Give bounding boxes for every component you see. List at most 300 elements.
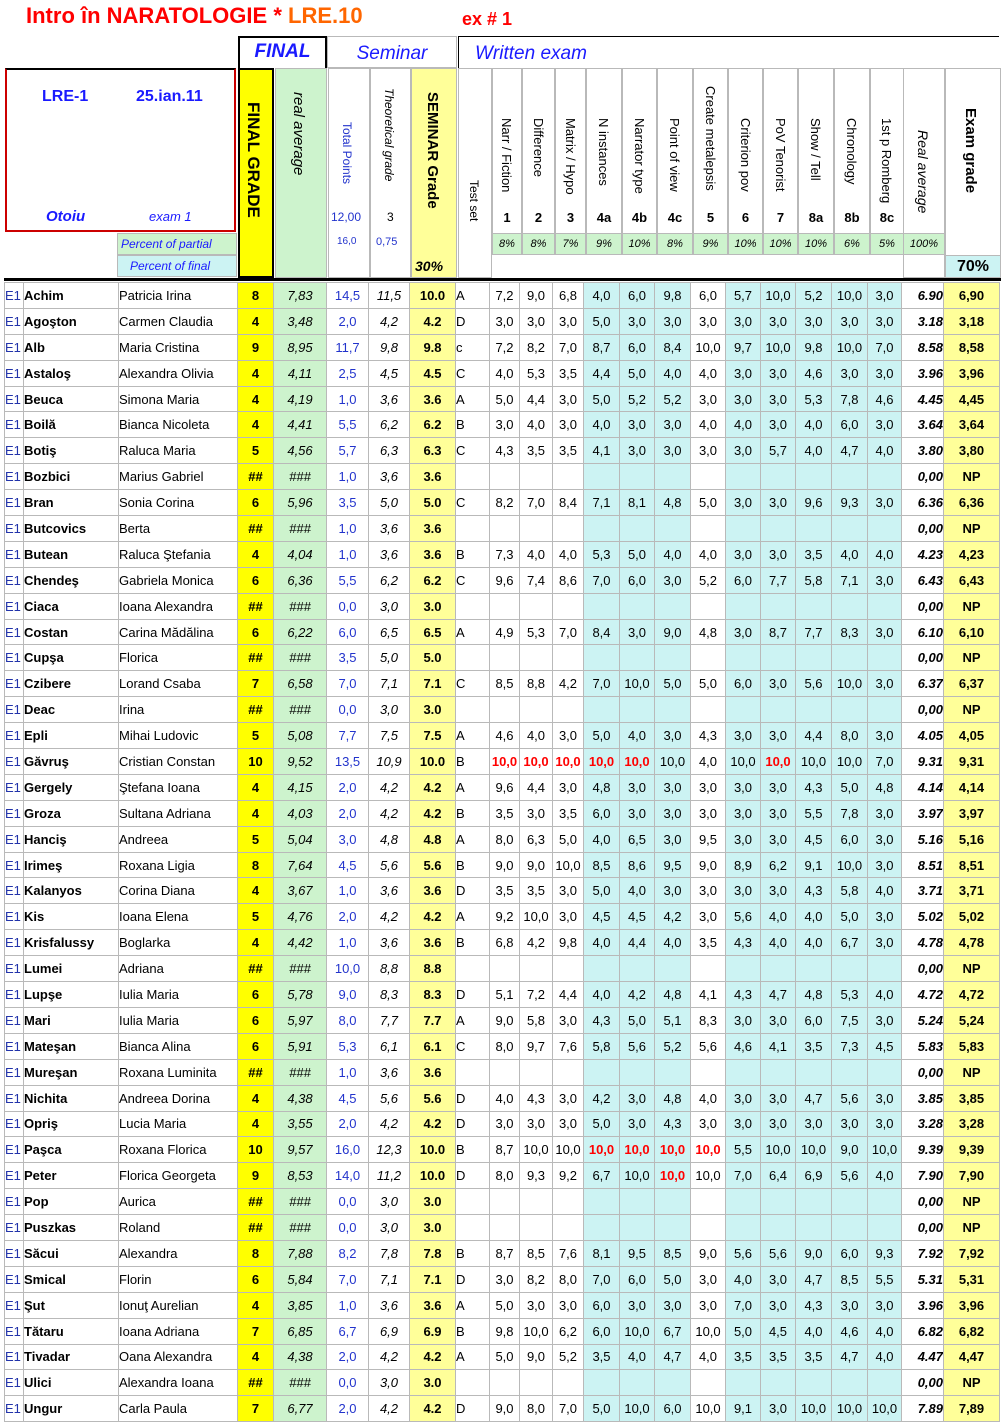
seminar-grade-cell[interactable]: 3.6 <box>410 1292 456 1318</box>
test-set-cell[interactable] <box>456 1370 490 1396</box>
test-set-cell[interactable]: B <box>456 800 490 826</box>
exam-grade-cell[interactable]: 6,82 <box>944 1318 1000 1344</box>
first-name-cell[interactable]: Carla Paula <box>119 1396 238 1422</box>
seminar-grade-cell[interactable]: 8.3 <box>410 982 456 1008</box>
criterion-score-cell[interactable] <box>761 1215 796 1241</box>
first-name-cell[interactable]: Irina <box>119 697 238 723</box>
total-points-cell[interactable]: 2,0 <box>327 800 369 826</box>
criterion-score-cell[interactable]: 4,9 <box>490 619 520 645</box>
theoretical-grade-cell[interactable]: 3,6 <box>369 1292 410 1318</box>
theoretical-grade-cell[interactable]: 3,6 <box>369 930 410 956</box>
criterion-score-cell[interactable]: 10,0 <box>520 1137 553 1163</box>
final-grade-cell[interactable]: 4 <box>238 1085 274 1111</box>
criterion-score-cell[interactable]: 10,0 <box>761 283 796 309</box>
final-grade-cell[interactable]: 5 <box>238 438 274 464</box>
first-name-cell[interactable]: Roxana Ligia <box>119 852 238 878</box>
exam-real-average-cell[interactable]: 0,00 <box>902 1189 944 1215</box>
exam-real-average-cell[interactable]: 4.47 <box>902 1344 944 1370</box>
surname-cell[interactable]: Deac <box>24 697 119 723</box>
criterion-score-cell[interactable] <box>520 593 553 619</box>
exam-grade-cell[interactable]: 5,83 <box>944 1033 1000 1059</box>
real-average-cell[interactable]: 9,57 <box>274 1137 327 1163</box>
criterion-score-cell[interactable]: 7,1 <box>832 567 868 593</box>
final-grade-cell[interactable]: 4 <box>238 308 274 334</box>
final-grade-cell[interactable]: 6 <box>238 490 274 516</box>
criterion-score-cell[interactable] <box>620 464 655 490</box>
criterion-score-cell[interactable]: 3,0 <box>691 438 726 464</box>
criterion-score-cell[interactable]: 4,3 <box>796 878 832 904</box>
criterion-score-cell[interactable]: 4,0 <box>620 878 655 904</box>
criterion-score-cell[interactable]: 7,0 <box>868 334 902 360</box>
criterion-score-cell[interactable]: 4,5 <box>868 1033 902 1059</box>
criterion-score-cell[interactable]: 5,6 <box>726 1240 761 1266</box>
test-set-cell[interactable]: D <box>456 1163 490 1189</box>
criterion-score-cell[interactable]: 6,0 <box>620 283 655 309</box>
criterion-score-cell[interactable]: 3,0 <box>490 412 520 438</box>
criterion-score-cell[interactable]: 3,0 <box>726 774 761 800</box>
criterion-score-cell[interactable] <box>490 1370 520 1396</box>
criterion-score-cell[interactable] <box>655 697 691 723</box>
total-points-cell[interactable]: 6,0 <box>327 619 369 645</box>
criterion-score-cell[interactable]: 3,0 <box>761 826 796 852</box>
real-average-cell[interactable]: ### <box>274 593 327 619</box>
criterion-score-cell[interactable] <box>726 697 761 723</box>
final-grade-cell[interactable]: 4 <box>238 360 274 386</box>
surname-cell[interactable]: Hanciş <box>24 826 119 852</box>
criterion-score-cell[interactable]: 4,8 <box>691 619 726 645</box>
real-average-cell[interactable]: 6,36 <box>274 567 327 593</box>
criterion-score-cell[interactable]: 5,0 <box>655 671 691 697</box>
test-set-cell[interactable]: A <box>456 619 490 645</box>
surname-cell[interactable]: Găvruş <box>24 749 119 775</box>
criterion-score-cell[interactable]: 9,6 <box>490 567 520 593</box>
real-average-cell[interactable]: 4,03 <box>274 800 327 826</box>
surname-cell[interactable]: Cupşa <box>24 645 119 671</box>
criterion-score-cell[interactable]: 5,2 <box>553 1344 584 1370</box>
criterion-score-cell[interactable] <box>868 464 902 490</box>
criterion-score-cell[interactable]: 4,6 <box>726 1033 761 1059</box>
criterion-score-cell[interactable]: 9,3 <box>832 490 868 516</box>
seminar-grade-cell[interactable]: 4.2 <box>410 1396 456 1422</box>
criterion-score-cell[interactable]: 6,0 <box>796 1007 832 1033</box>
theoretical-grade-cell[interactable]: 3,6 <box>369 1059 410 1085</box>
criterion-score-cell[interactable]: 3,5 <box>553 800 584 826</box>
final-grade-cell[interactable]: 4 <box>238 1344 274 1370</box>
criterion-score-cell[interactable]: 4,0 <box>796 438 832 464</box>
criterion-score-cell[interactable]: 3,0 <box>726 490 761 516</box>
theoretical-grade-cell[interactable]: 7,1 <box>369 671 410 697</box>
surname-cell[interactable]: Czibere <box>24 671 119 697</box>
final-grade-cell[interactable]: 10 <box>238 749 274 775</box>
exam-real-average-cell[interactable]: 4.45 <box>902 386 944 412</box>
criterion-score-cell[interactable]: 4,0 <box>691 1085 726 1111</box>
first-name-cell[interactable]: Boglarka <box>119 930 238 956</box>
criterion-score-cell[interactable]: 4,2 <box>553 671 584 697</box>
criterion-score-cell[interactable]: 9,5 <box>620 1240 655 1266</box>
total-points-cell[interactable]: 0,0 <box>327 1189 369 1215</box>
criterion-score-cell[interactable]: 4,8 <box>655 490 691 516</box>
criterion-score-cell[interactable] <box>553 956 584 982</box>
criterion-score-cell[interactable]: 4,4 <box>553 982 584 1008</box>
criterion-score-cell[interactable]: 4,0 <box>584 283 620 309</box>
criterion-score-cell[interactable] <box>620 516 655 542</box>
criterion-score-cell[interactable]: 6,0 <box>584 1318 620 1344</box>
exam-real-average-cell[interactable]: 6.37 <box>902 671 944 697</box>
criterion-score-cell[interactable]: 4,0 <box>584 826 620 852</box>
criterion-score-cell[interactable]: 3,0 <box>868 723 902 749</box>
criterion-score-cell[interactable]: 6,0 <box>726 671 761 697</box>
surname-cell[interactable]: Smical <box>24 1266 119 1292</box>
total-points-cell[interactable]: 4,5 <box>327 852 369 878</box>
test-set-cell[interactable]: A <box>456 723 490 749</box>
criterion-score-cell[interactable] <box>584 1215 620 1241</box>
criterion-score-cell[interactable]: 8,9 <box>726 852 761 878</box>
criterion-score-cell[interactable]: 3,0 <box>726 1007 761 1033</box>
surname-cell[interactable]: Irimeş <box>24 852 119 878</box>
criterion-score-cell[interactable]: 5,0 <box>584 878 620 904</box>
criterion-score-cell[interactable] <box>620 1189 655 1215</box>
total-points-cell[interactable]: 1,0 <box>327 930 369 956</box>
first-name-cell[interactable]: Ioana Elena <box>119 904 238 930</box>
criterion-score-cell[interactable]: 4,5 <box>761 1318 796 1344</box>
criterion-score-cell[interactable]: 4,0 <box>796 904 832 930</box>
criterion-score-cell[interactable]: 3,0 <box>726 541 761 567</box>
criterion-score-cell[interactable]: 4,0 <box>655 541 691 567</box>
group-tag-cell[interactable]: E1 <box>5 697 24 723</box>
theoretical-grade-cell[interactable]: 3,0 <box>369 593 410 619</box>
criterion-score-cell[interactable] <box>796 645 832 671</box>
surname-cell[interactable]: Pop <box>24 1189 119 1215</box>
criterion-score-cell[interactable]: 4,0 <box>655 360 691 386</box>
exam-grade-cell[interactable]: NP <box>944 697 1000 723</box>
exam-grade-cell[interactable]: 6,36 <box>944 490 1000 516</box>
criterion-score-cell[interactable]: 10,0 <box>868 1396 902 1422</box>
criterion-score-cell[interactable]: 3,0 <box>691 774 726 800</box>
criterion-score-cell[interactable]: 5,0 <box>832 774 868 800</box>
group-tag-cell[interactable]: E1 <box>5 1318 24 1344</box>
total-points-cell[interactable]: 2,5 <box>327 360 369 386</box>
first-name-cell[interactable]: Carmen Claudia <box>119 308 238 334</box>
criterion-score-cell[interactable]: 5,1 <box>655 1007 691 1033</box>
real-average-cell[interactable]: 8,53 <box>274 1163 327 1189</box>
group-tag-cell[interactable]: E1 <box>5 1292 24 1318</box>
total-points-cell[interactable]: 14,5 <box>327 283 369 309</box>
criterion-score-cell[interactable] <box>761 593 796 619</box>
test-set-cell[interactable]: A <box>456 1344 490 1370</box>
first-name-cell[interactable]: Florin <box>119 1266 238 1292</box>
criterion-score-cell[interactable]: 9,6 <box>490 774 520 800</box>
criterion-score-cell[interactable]: 8,4 <box>655 334 691 360</box>
criterion-score-cell[interactable]: 6,5 <box>620 826 655 852</box>
criterion-score-cell[interactable]: 4,0 <box>691 541 726 567</box>
group-tag-cell[interactable]: E1 <box>5 982 24 1008</box>
criterion-score-cell[interactable]: 4,0 <box>691 749 726 775</box>
seminar-grade-cell[interactable]: 5.0 <box>410 490 456 516</box>
first-name-cell[interactable]: Cristian Constan <box>119 749 238 775</box>
final-grade-cell[interactable]: 4 <box>238 412 274 438</box>
criterion-score-cell[interactable] <box>520 1215 553 1241</box>
seminar-grade-cell[interactable]: 4.5 <box>410 360 456 386</box>
surname-cell[interactable]: Achim <box>24 283 119 309</box>
criterion-score-cell[interactable] <box>620 1370 655 1396</box>
criterion-score-cell[interactable] <box>832 593 868 619</box>
criterion-score-cell[interactable] <box>761 1189 796 1215</box>
theoretical-grade-cell[interactable]: 6,3 <box>369 438 410 464</box>
final-grade-cell[interactable]: ## <box>238 593 274 619</box>
criterion-score-cell[interactable] <box>620 956 655 982</box>
theoretical-grade-cell[interactable]: 8,8 <box>369 956 410 982</box>
surname-cell[interactable]: Bran <box>24 490 119 516</box>
seminar-grade-cell[interactable]: 6.9 <box>410 1318 456 1344</box>
criterion-score-cell[interactable]: 9,0 <box>691 852 726 878</box>
first-name-cell[interactable]: Maria Cristina <box>119 334 238 360</box>
criterion-score-cell[interactable]: 4,4 <box>620 930 655 956</box>
criterion-score-cell[interactable]: 5,6 <box>761 1240 796 1266</box>
exam-real-average-cell[interactable]: 3.18 <box>902 308 944 334</box>
exam-grade-cell[interactable]: NP <box>944 1189 1000 1215</box>
criterion-score-cell[interactable]: 9,2 <box>490 904 520 930</box>
real-average-cell[interactable]: 7,83 <box>274 283 327 309</box>
exam-grade-cell[interactable]: 8,58 <box>944 334 1000 360</box>
real-average-cell[interactable]: 8,95 <box>274 334 327 360</box>
criterion-score-cell[interactable]: 3,0 <box>868 930 902 956</box>
surname-cell[interactable]: Tivadar <box>24 1344 119 1370</box>
criterion-score-cell[interactable] <box>655 464 691 490</box>
test-set-cell[interactable]: C <box>456 1033 490 1059</box>
total-points-cell[interactable]: 0,0 <box>327 593 369 619</box>
final-grade-cell[interactable]: 6 <box>238 1266 274 1292</box>
criterion-score-cell[interactable]: 7,2 <box>490 283 520 309</box>
group-tag-cell[interactable]: E1 <box>5 1033 24 1059</box>
exam-real-average-cell[interactable]: 4.23 <box>902 541 944 567</box>
criterion-score-cell[interactable] <box>832 697 868 723</box>
criterion-score-cell[interactable] <box>761 956 796 982</box>
criterion-score-cell[interactable] <box>691 697 726 723</box>
criterion-score-cell[interactable]: 3,0 <box>868 567 902 593</box>
criterion-score-cell[interactable]: 7,0 <box>584 567 620 593</box>
criterion-score-cell[interactable]: 4,0 <box>620 723 655 749</box>
criterion-score-cell[interactable]: 7,5 <box>832 1007 868 1033</box>
criterion-score-cell[interactable]: 4,7 <box>655 1344 691 1370</box>
criterion-score-cell[interactable]: 5,0 <box>490 1344 520 1370</box>
criterion-score-cell[interactable] <box>726 645 761 671</box>
criterion-score-cell[interactable]: 3,0 <box>761 360 796 386</box>
theoretical-grade-cell[interactable]: 9,8 <box>369 334 410 360</box>
criterion-score-cell[interactable]: 5,8 <box>520 1007 553 1033</box>
surname-cell[interactable]: Ungur <box>24 1396 119 1422</box>
criterion-score-cell[interactable] <box>520 1370 553 1396</box>
exam-real-average-cell[interactable]: 0,00 <box>902 1370 944 1396</box>
criterion-score-cell[interactable]: 3,0 <box>761 671 796 697</box>
surname-cell[interactable]: Kis <box>24 904 119 930</box>
test-set-cell[interactable]: D <box>456 1111 490 1137</box>
exam-grade-cell[interactable]: 4,78 <box>944 930 1000 956</box>
criterion-score-cell[interactable]: 6,0 <box>691 283 726 309</box>
criterion-score-cell[interactable]: 6,7 <box>584 1163 620 1189</box>
criterion-score-cell[interactable]: 4,5 <box>620 904 655 930</box>
criterion-score-cell[interactable]: 3,5 <box>584 1344 620 1370</box>
exam-real-average-cell[interactable]: 4.78 <box>902 930 944 956</box>
criterion-score-cell[interactable] <box>796 956 832 982</box>
seminar-grade-cell[interactable]: 3.6 <box>410 516 456 542</box>
real-average-cell[interactable]: ### <box>274 697 327 723</box>
criterion-score-cell[interactable]: 8,6 <box>620 852 655 878</box>
first-name-cell[interactable]: Oana Alexandra <box>119 1344 238 1370</box>
criterion-score-cell[interactable] <box>520 645 553 671</box>
criterion-score-cell[interactable]: 5,0 <box>655 1266 691 1292</box>
first-name-cell[interactable]: Ioana Adriana <box>119 1318 238 1344</box>
total-points-cell[interactable]: 2,0 <box>327 774 369 800</box>
seminar-grade-cell[interactable]: 7.5 <box>410 723 456 749</box>
criterion-score-cell[interactable] <box>584 1059 620 1085</box>
criterion-score-cell[interactable] <box>796 1370 832 1396</box>
final-grade-cell[interactable]: ## <box>238 1189 274 1215</box>
criterion-score-cell[interactable]: 3,0 <box>726 878 761 904</box>
first-name-cell[interactable]: Lucia Maria <box>119 1111 238 1137</box>
theoretical-grade-cell[interactable]: 4,2 <box>369 800 410 826</box>
group-tag-cell[interactable]: E1 <box>5 1266 24 1292</box>
theoretical-grade-cell[interactable]: 3,0 <box>369 1189 410 1215</box>
criterion-score-cell[interactable]: 3,0 <box>868 619 902 645</box>
criterion-score-cell[interactable]: 10,0 <box>655 1163 691 1189</box>
group-tag-cell[interactable]: E1 <box>5 360 24 386</box>
criterion-score-cell[interactable]: 3,0 <box>726 386 761 412</box>
criterion-score-cell[interactable]: 3,0 <box>520 1111 553 1137</box>
group-tag-cell[interactable]: E1 <box>5 930 24 956</box>
criterion-score-cell[interactable]: 6,0 <box>584 1292 620 1318</box>
criterion-score-cell[interactable]: 3,0 <box>620 1085 655 1111</box>
criterion-score-cell[interactable]: 4,0 <box>868 1318 902 1344</box>
final-grade-cell[interactable]: 4 <box>238 541 274 567</box>
criterion-score-cell[interactable]: 8,2 <box>520 334 553 360</box>
criterion-score-cell[interactable]: 5,3 <box>520 619 553 645</box>
exam-grade-cell[interactable]: 4,14 <box>944 774 1000 800</box>
criterion-score-cell[interactable]: 6,0 <box>726 567 761 593</box>
group-tag-cell[interactable]: E1 <box>5 516 24 542</box>
criterion-score-cell[interactable]: 8,5 <box>490 671 520 697</box>
real-average-cell[interactable]: 3,48 <box>274 308 327 334</box>
criterion-score-cell[interactable] <box>490 1215 520 1241</box>
seminar-grade-cell[interactable]: 5.0 <box>410 645 456 671</box>
criterion-score-cell[interactable] <box>490 697 520 723</box>
exam-real-average-cell[interactable]: 6.90 <box>902 283 944 309</box>
first-name-cell[interactable]: Florica Georgeta <box>119 1163 238 1189</box>
criterion-score-cell[interactable]: 5,2 <box>655 386 691 412</box>
criterion-score-cell[interactable]: 3,0 <box>868 1292 902 1318</box>
total-points-cell[interactable]: 4,5 <box>327 1085 369 1111</box>
test-set-cell[interactable]: A <box>456 283 490 309</box>
seminar-grade-cell[interactable]: 4.2 <box>410 1111 456 1137</box>
criterion-score-cell[interactable]: 3,0 <box>620 619 655 645</box>
criterion-score-cell[interactable]: 10,0 <box>553 749 584 775</box>
criterion-score-cell[interactable]: 7,0 <box>553 619 584 645</box>
criterion-score-cell[interactable]: 10,0 <box>520 749 553 775</box>
criterion-score-cell[interactable]: 4,8 <box>868 774 902 800</box>
total-points-cell[interactable]: 3,0 <box>327 826 369 852</box>
first-name-cell[interactable]: Patricia Irina <box>119 283 238 309</box>
criterion-score-cell[interactable]: 6,0 <box>620 334 655 360</box>
test-set-cell[interactable]: D <box>456 1396 490 1422</box>
criterion-score-cell[interactable]: 4,0 <box>796 930 832 956</box>
criterion-score-cell[interactable]: 4,0 <box>868 541 902 567</box>
final-grade-cell[interactable]: ## <box>238 1059 274 1085</box>
criterion-score-cell[interactable] <box>620 1215 655 1241</box>
surname-cell[interactable]: Bozbici <box>24 464 119 490</box>
criterion-score-cell[interactable]: 7,7 <box>796 619 832 645</box>
theoretical-grade-cell[interactable]: 4,2 <box>369 904 410 930</box>
criterion-score-cell[interactable] <box>691 1215 726 1241</box>
criterion-score-cell[interactable]: 3,0 <box>553 308 584 334</box>
criterion-score-cell[interactable] <box>796 464 832 490</box>
criterion-score-cell[interactable] <box>761 1059 796 1085</box>
exam-real-average-cell[interactable]: 7.89 <box>902 1396 944 1422</box>
first-name-cell[interactable]: Roland <box>119 1215 238 1241</box>
exam-grade-cell[interactable]: NP <box>944 1370 1000 1396</box>
real-average-cell[interactable]: 6,58 <box>274 671 327 697</box>
criterion-score-cell[interactable]: 9,2 <box>553 1163 584 1189</box>
criterion-score-cell[interactable]: 3,0 <box>761 386 796 412</box>
group-tag-cell[interactable]: E1 <box>5 541 24 567</box>
final-grade-cell[interactable]: 6 <box>238 567 274 593</box>
total-points-cell[interactable]: 1,0 <box>327 386 369 412</box>
criterion-score-cell[interactable]: 3,0 <box>868 800 902 826</box>
criterion-score-cell[interactable]: 8,5 <box>655 1240 691 1266</box>
criterion-score-cell[interactable]: 4,0 <box>490 360 520 386</box>
group-tag-cell[interactable]: E1 <box>5 386 24 412</box>
exam-real-average-cell[interactable]: 9.31 <box>902 749 944 775</box>
theoretical-grade-cell[interactable]: 11,5 <box>369 283 410 309</box>
exam-grade-cell[interactable]: 7,89 <box>944 1396 1000 1422</box>
final-grade-cell[interactable]: 4 <box>238 800 274 826</box>
final-grade-cell[interactable]: 4 <box>238 774 274 800</box>
criterion-score-cell[interactable]: 5,8 <box>584 1033 620 1059</box>
criterion-score-cell[interactable]: 9,0 <box>490 852 520 878</box>
test-set-cell[interactable] <box>456 645 490 671</box>
criterion-score-cell[interactable] <box>655 516 691 542</box>
criterion-score-cell[interactable]: 9,7 <box>726 334 761 360</box>
test-set-cell[interactable]: D <box>456 982 490 1008</box>
criterion-score-cell[interactable] <box>868 593 902 619</box>
exam-real-average-cell[interactable]: 3.71 <box>902 878 944 904</box>
theoretical-grade-cell[interactable]: 4,8 <box>369 826 410 852</box>
final-grade-cell[interactable]: 6 <box>238 982 274 1008</box>
real-average-cell[interactable]: 6,85 <box>274 1318 327 1344</box>
exam-real-average-cell[interactable]: 5.24 <box>902 1007 944 1033</box>
criterion-score-cell[interactable]: 3,0 <box>868 1085 902 1111</box>
test-set-cell[interactable]: B <box>456 1318 490 1344</box>
real-average-cell[interactable]: 3,55 <box>274 1111 327 1137</box>
criterion-score-cell[interactable]: 4,8 <box>796 982 832 1008</box>
criterion-score-cell[interactable]: 3,0 <box>761 1292 796 1318</box>
total-points-cell[interactable]: 9,0 <box>327 982 369 1008</box>
exam-grade-cell[interactable]: 4,47 <box>944 1344 1000 1370</box>
criterion-score-cell[interactable] <box>726 1189 761 1215</box>
criterion-score-cell[interactable]: 6,2 <box>553 1318 584 1344</box>
exam-real-average-cell[interactable]: 0,00 <box>902 464 944 490</box>
group-tag-cell[interactable]: E1 <box>5 490 24 516</box>
test-set-cell[interactable]: D <box>456 1266 490 1292</box>
criterion-score-cell[interactable]: 7,0 <box>726 1292 761 1318</box>
criterion-score-cell[interactable]: 3,0 <box>868 1007 902 1033</box>
surname-cell[interactable]: Astaloş <box>24 360 119 386</box>
criterion-score-cell[interactable]: 4,0 <box>553 541 584 567</box>
final-grade-cell[interactable]: 4 <box>238 1111 274 1137</box>
criterion-score-cell[interactable]: 4,8 <box>655 1085 691 1111</box>
final-grade-cell[interactable]: 6 <box>238 1033 274 1059</box>
criterion-score-cell[interactable] <box>553 1059 584 1085</box>
total-points-cell[interactable]: 5,5 <box>327 567 369 593</box>
exam-real-average-cell[interactable]: 0,00 <box>902 593 944 619</box>
